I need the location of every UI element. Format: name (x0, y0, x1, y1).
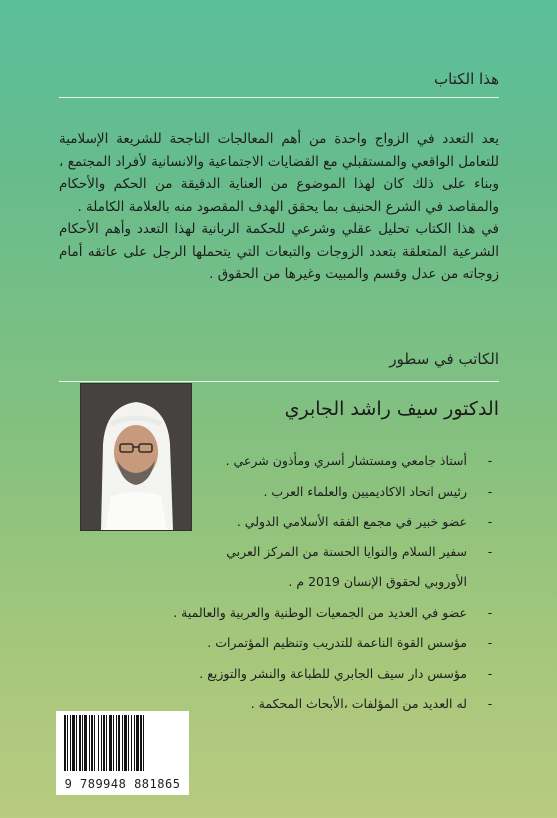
barcode-bar (103, 715, 105, 771)
barcode-bar (131, 715, 132, 771)
barcode-bar (143, 715, 144, 771)
barcode-bar (101, 715, 102, 771)
barcode-bar (94, 715, 95, 771)
barcode-bar (118, 715, 120, 771)
barcode-bar (116, 715, 117, 771)
bio-item: -رئيس اتحاد الاكاديميين والعلماء العرب . (263, 484, 499, 499)
bullet-dash: - (487, 453, 493, 468)
bio-item: -سفير السلام والنوايا الحسنة من المركز العربي (226, 544, 499, 559)
author-photo-icon (81, 384, 191, 530)
about-book-paragraph-1: يعد التعدد في الزواج واحدة من أهم المعالجات الناجحة للشريعة الإسلامية للتعامل الواقعي والمستقبلي مع القضايات الاجتماعية والانسانية لأفراد المجتمع ، وبناء على ذلك كان لهذا الموضوع من العناية الدقيقة من الحكم والأحكام والمقاصد في الشرع الحنيف بما يحقق الهدف المقصود منه بالعلامة الكاملة . (59, 131, 499, 215)
barcode-bar (72, 715, 75, 771)
barcode-bar (98, 715, 99, 771)
barcode-bar (79, 715, 81, 771)
barcode-bar (140, 715, 142, 771)
barcode-bar (124, 715, 127, 771)
bullet-dash: - (487, 484, 493, 499)
author-photo (80, 383, 192, 531)
about-book-text (59, 128, 499, 286)
about-book-heading: هذا الكتاب (434, 70, 499, 88)
bullet-dash: - (487, 514, 493, 529)
bio-item-continuation: الأوروبي لحقوق الإنسان 2019 م . (288, 574, 467, 589)
barcode-bar (67, 715, 68, 771)
barcode-bar (70, 715, 71, 771)
barcode-bar (134, 715, 135, 771)
barcode-bar (82, 715, 83, 771)
bullet-dash: - (487, 544, 493, 559)
barcode-icon (56, 711, 189, 775)
about-book-divider (59, 97, 499, 98)
bio-item: -مؤسس القوة الناعمة للتدريب وتنظيم المؤتمرات . (207, 635, 499, 650)
barcode-bar (109, 715, 112, 771)
bullet-dash: - (487, 696, 493, 711)
isbn-digits: 9 789948 881865 (64, 777, 181, 791)
barcode-bar (128, 715, 129, 771)
barcode-bar (89, 715, 90, 771)
barcode-bar (84, 715, 87, 771)
barcode-bar (113, 715, 114, 771)
author-name: الدكتور سيف راشد الجابري (284, 398, 499, 420)
bullet-dash: - (487, 666, 493, 681)
barcode-bar (91, 715, 93, 771)
barcode-bar (122, 715, 123, 771)
bullet-dash: - (487, 635, 493, 650)
bio-item: -عضو خبير في مجمع الفقه الأسلامي الدولي . (237, 514, 499, 529)
isbn-barcode (56, 711, 189, 795)
about-author-heading: الكاتب في سطور (389, 350, 499, 368)
bio-item: -عضو في العديد من الجمعيات الوطنية والعربية والعالمية . (173, 605, 499, 620)
bio-item: -مؤسس دار سيف الجابري للطباعة والنشر والتوزيع . (199, 666, 499, 681)
barcode-bar (136, 715, 139, 771)
about-author-divider (59, 381, 499, 382)
bio-item: -أستاذ جامعي ومستشار أسري ومأذون شرعي . (226, 453, 499, 468)
barcode-bar (106, 715, 107, 771)
about-book-paragraph-2: في هذا الكتاب تحليل عقلي وشرعي للحكمة الربانية لهذا التعدد وأهم الأحكام الشرعية المتعلقة بتعدد الزوجات والتبعات التي يتحملها الرجل على عاتقه أمام زوجاته من عدل وقسم والمبيت وغيرها من الحقوق . (59, 221, 499, 282)
barcode-bar (76, 715, 77, 771)
bio-item: -له العديد من المؤلفات ،الأبحاث المحكمة . (251, 696, 499, 711)
barcode-bar (64, 715, 66, 771)
bullet-dash: - (487, 605, 493, 620)
